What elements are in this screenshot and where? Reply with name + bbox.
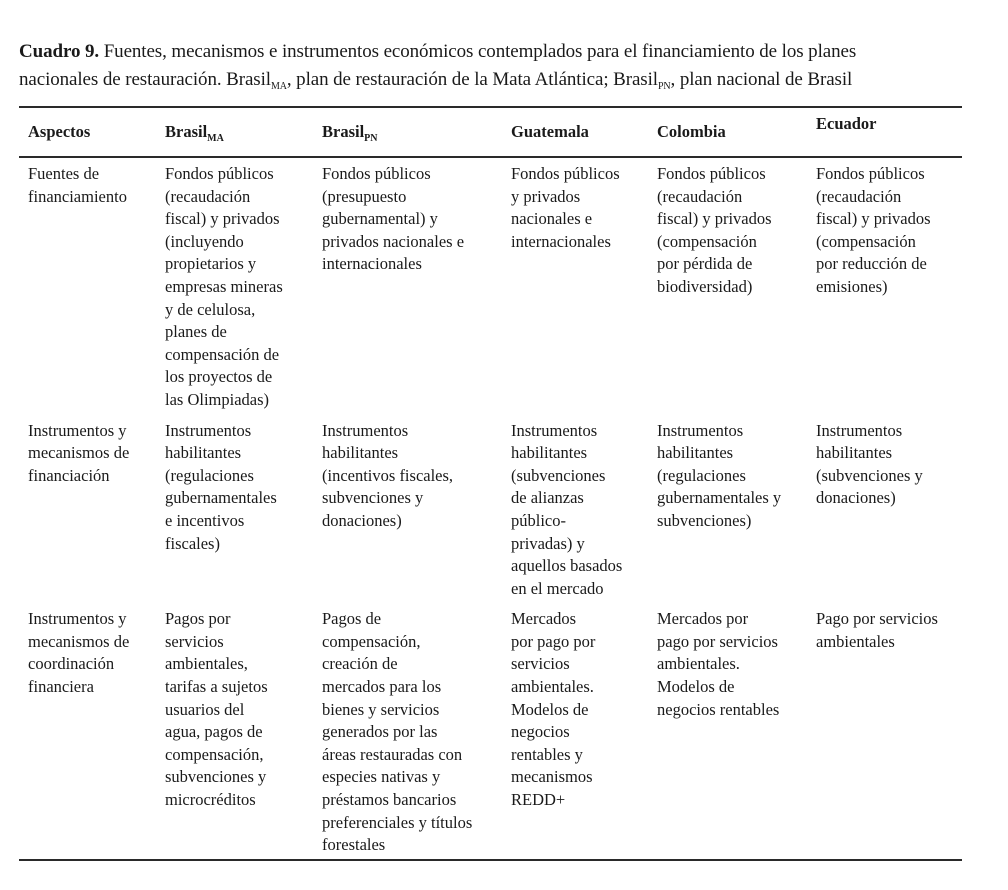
cell-text-line: Fondos públicos bbox=[511, 164, 620, 183]
cell-text-line: Mercados bbox=[511, 609, 577, 629]
cell-aspect bbox=[19, 608, 156, 860]
cell-text-line: empresas mineras bbox=[165, 276, 283, 296]
header-row bbox=[19, 107, 962, 157]
cell-guatemala bbox=[502, 157, 648, 420]
header-colombia-label: Colombia bbox=[657, 122, 726, 141]
cell-text-line: biodiversidad) bbox=[657, 276, 753, 296]
cell-text-line: Instrumentos bbox=[657, 420, 744, 440]
cell-text-line: Fondos públicos bbox=[322, 164, 431, 183]
cell-text-line: por reducción de bbox=[816, 254, 927, 274]
cell-text-line: por pago por bbox=[511, 631, 596, 651]
cell-text-line: Fuentes de bbox=[28, 164, 100, 183]
cell-colombia bbox=[648, 157, 807, 420]
caption-text-2c: , plan nacional de Brasil bbox=[670, 69, 853, 90]
cell-ecuador bbox=[807, 420, 962, 609]
cell-text-line: préstamos bancarios bbox=[322, 790, 457, 810]
caption-text-1: Fuentes, mecanismos e instrumentos económicos contemplados para el financiamiento de los planes bbox=[99, 41, 857, 62]
cell-brasil-pn bbox=[313, 157, 502, 420]
cell-text-line: creación de bbox=[322, 654, 398, 674]
cell-text-line: coordinación bbox=[28, 654, 115, 674]
cell-text-line: (subvenciones y bbox=[816, 465, 923, 485]
cell-text-line: fiscal) y privados bbox=[816, 209, 931, 229]
header-brasil-pn-label: Brasil bbox=[322, 122, 365, 141]
cell-guatemala bbox=[502, 420, 648, 609]
cell-text-line: Instrumentos bbox=[816, 420, 903, 440]
cell-text-line: ambientales. bbox=[657, 654, 740, 674]
cell-text-line: habilitantes bbox=[165, 443, 242, 463]
table-caption bbox=[19, 38, 979, 94]
cell-brasil-pn bbox=[313, 420, 502, 609]
cell-text-line: (recaudación bbox=[165, 186, 251, 206]
cell-colombia bbox=[648, 608, 807, 860]
cell-text-line: mercados para los bbox=[322, 677, 442, 697]
cell-text-line: Instrumentos y bbox=[28, 420, 127, 440]
cell-text-line: los proyectos de bbox=[165, 367, 273, 387]
cell-text-line: Instrumentos y bbox=[28, 609, 127, 629]
cell-brasil-ma bbox=[156, 157, 313, 420]
header-ecuador-label: Ecuador bbox=[816, 114, 877, 133]
cell-text-line: (recaudación bbox=[816, 186, 902, 206]
cell-text-line: servicios bbox=[511, 654, 570, 674]
cell-text-line: negocios rentables bbox=[657, 699, 780, 719]
header-brasil-ma-subscript: MA bbox=[207, 133, 224, 144]
cell-text-line: privadas) y bbox=[511, 533, 585, 553]
cell-text-line: aquellos basados bbox=[511, 556, 623, 576]
cell-text-line: financiera bbox=[28, 677, 94, 697]
cell-text-line: bienes y servicios bbox=[322, 699, 440, 719]
cell-text-line: por pérdida de bbox=[657, 254, 753, 274]
table-row bbox=[19, 420, 962, 609]
cell-text-line: mecanismos de bbox=[28, 443, 130, 463]
cell-text-line: subvenciones y bbox=[165, 767, 267, 787]
cell-text-line: preferenciales y títulos bbox=[322, 812, 473, 832]
cell-text-line: privados nacionales e bbox=[322, 231, 465, 251]
cell-text-line: servicios bbox=[165, 631, 224, 651]
cell-text-line: fiscal) y privados bbox=[165, 209, 280, 229]
cell-text-line: Instrumentos bbox=[165, 420, 252, 440]
cell-brasil-pn bbox=[313, 608, 502, 860]
caption-subscript-ma: MA bbox=[270, 81, 287, 92]
cell-text-line: y de celulosa, bbox=[165, 299, 256, 319]
caption-text-2b: , plan de restauración de la Mata Atlántica; Brasil bbox=[286, 69, 658, 90]
header-guatemala bbox=[502, 107, 648, 157]
cell-text-line: donaciones) bbox=[816, 488, 896, 508]
cell-text-line: financiamiento bbox=[28, 186, 127, 206]
cell-text-line: subvenciones) bbox=[657, 510, 752, 530]
caption-line-2 bbox=[19, 66, 979, 94]
cell-text-line: público- bbox=[511, 510, 566, 530]
cell-text-line: (subvenciones bbox=[511, 465, 606, 485]
cell-text-line: gubernamentales bbox=[165, 488, 277, 508]
cell-text-line: ambientales. bbox=[511, 677, 594, 697]
cell-text-line: ambientales, bbox=[165, 654, 248, 674]
cell-text-line: habilitantes bbox=[511, 443, 588, 463]
header-brasil-pn bbox=[313, 107, 502, 157]
cell-text-line: habilitantes bbox=[322, 443, 399, 463]
cell-text-line: (compensación bbox=[816, 231, 916, 251]
cell-text-line: áreas restauradas con bbox=[322, 744, 463, 764]
cell-text-line: propietarios y bbox=[165, 254, 257, 274]
cell-text-line: negocios bbox=[511, 722, 570, 742]
cell-ecuador bbox=[807, 608, 962, 860]
cell-text-line: (compensación bbox=[657, 231, 757, 251]
cell-text-line: forestales bbox=[322, 835, 386, 855]
cell-text-line: Fondos públicos bbox=[657, 164, 766, 183]
header-brasil-pn-subscript: PN bbox=[364, 133, 378, 144]
cell-text-line: (regulaciones bbox=[165, 465, 254, 485]
cell-text-line: fiscal) y privados bbox=[657, 209, 772, 229]
header-aspectos bbox=[19, 107, 156, 157]
cell-text-line: rentables y bbox=[511, 744, 583, 764]
cell-text-line: Modelos de bbox=[511, 699, 589, 719]
cell-text-line: REDD+ bbox=[511, 790, 566, 810]
cell-text-line: microcréditos bbox=[165, 790, 256, 810]
table-header bbox=[19, 107, 962, 157]
cell-colombia bbox=[648, 420, 807, 609]
cell-ecuador bbox=[807, 157, 962, 420]
cell-text-line: generados por las bbox=[322, 722, 438, 742]
cell-text-line: Pagos por bbox=[165, 609, 231, 629]
cell-text-line: Fondos públicos bbox=[165, 164, 274, 183]
cell-text-line: pago por servicios bbox=[657, 631, 778, 651]
cell-text-line: Pago por servicios bbox=[816, 609, 938, 629]
cell-text-line: (regulaciones bbox=[657, 465, 746, 485]
cell-text-line: (incluyendo bbox=[165, 231, 244, 251]
cell-text-line: especies nativas y bbox=[322, 767, 441, 787]
caption-subscript-pn: PN bbox=[657, 81, 671, 92]
cell-text-line: mecanismos bbox=[511, 767, 593, 787]
caption-label: Cuadro 9. bbox=[19, 41, 100, 62]
cell-text-line: usuarios del bbox=[165, 699, 245, 719]
header-brasil-ma bbox=[156, 107, 313, 157]
caption-text-2a: nacionales de restauración. Brasil bbox=[19, 69, 271, 90]
cell-text-line: habilitantes bbox=[657, 443, 734, 463]
cell-text-line: emisiones) bbox=[816, 276, 888, 296]
cell-text-line: internacionales bbox=[322, 254, 422, 274]
cell-text-line: financiación bbox=[28, 465, 110, 485]
cell-brasil-ma bbox=[156, 608, 313, 860]
cell-text-line: las Olimpiadas) bbox=[165, 389, 270, 409]
cell-text-line: fiscales) bbox=[165, 533, 220, 553]
header-brasil-ma-label: Brasil bbox=[165, 122, 208, 141]
cell-text-line: en el mercado bbox=[511, 578, 604, 598]
header-ecuador bbox=[807, 107, 962, 157]
table-row bbox=[19, 608, 962, 860]
financing-table bbox=[19, 106, 962, 861]
cell-text-line: nacionales e bbox=[511, 209, 593, 229]
cell-text-line: subvenciones y bbox=[322, 488, 424, 508]
cell-text-line: Mercados por bbox=[657, 609, 749, 629]
cell-text-line: Modelos de bbox=[657, 677, 735, 697]
cell-text-line: Instrumentos bbox=[322, 420, 409, 440]
cell-text-line: donaciones) bbox=[322, 510, 402, 530]
cell-aspect bbox=[19, 157, 156, 420]
caption-line-1 bbox=[19, 38, 979, 66]
cell-brasil-ma bbox=[156, 420, 313, 609]
cell-text-line: (recaudación bbox=[657, 186, 743, 206]
cell-text-line: agua, pagos de bbox=[165, 722, 263, 742]
cell-text-line: compensación, bbox=[165, 744, 264, 764]
cell-text-line: gubernamentales y bbox=[657, 488, 782, 508]
cell-text-line: planes de bbox=[165, 322, 227, 342]
header-aspectos-label: Aspectos bbox=[28, 122, 91, 141]
cell-guatemala bbox=[502, 608, 648, 860]
header-guatemala-label: Guatemala bbox=[511, 122, 589, 141]
cell-text-line: compensación, bbox=[322, 631, 421, 651]
cell-text-line: internacionales bbox=[511, 231, 611, 251]
cell-text-line: y privados bbox=[511, 186, 581, 206]
table-body bbox=[19, 157, 962, 860]
cell-text-line: tarifas a sujetos bbox=[165, 677, 268, 697]
cell-text-line: ambientales bbox=[816, 631, 895, 651]
financing-table-container bbox=[19, 106, 962, 861]
cell-text-line: Pagos de bbox=[322, 609, 382, 629]
cell-text-line: e incentivos bbox=[165, 510, 245, 530]
cell-text-line: (incentivos fiscales, bbox=[322, 465, 454, 485]
cell-text-line: mecanismos de bbox=[28, 631, 130, 651]
cell-text-line: de alianzas bbox=[511, 488, 584, 508]
cell-text-line: (presupuesto bbox=[322, 186, 407, 206]
cell-text-line: gubernamental) y bbox=[322, 209, 438, 229]
cell-text-line: Fondos públicos bbox=[816, 164, 925, 183]
table-row bbox=[19, 157, 962, 420]
cell-text-line: compensación de bbox=[165, 344, 280, 364]
cell-text-line: Instrumentos bbox=[511, 420, 598, 440]
header-colombia bbox=[648, 107, 807, 157]
cell-text-line: habilitantes bbox=[816, 443, 893, 463]
cell-aspect bbox=[19, 420, 156, 609]
